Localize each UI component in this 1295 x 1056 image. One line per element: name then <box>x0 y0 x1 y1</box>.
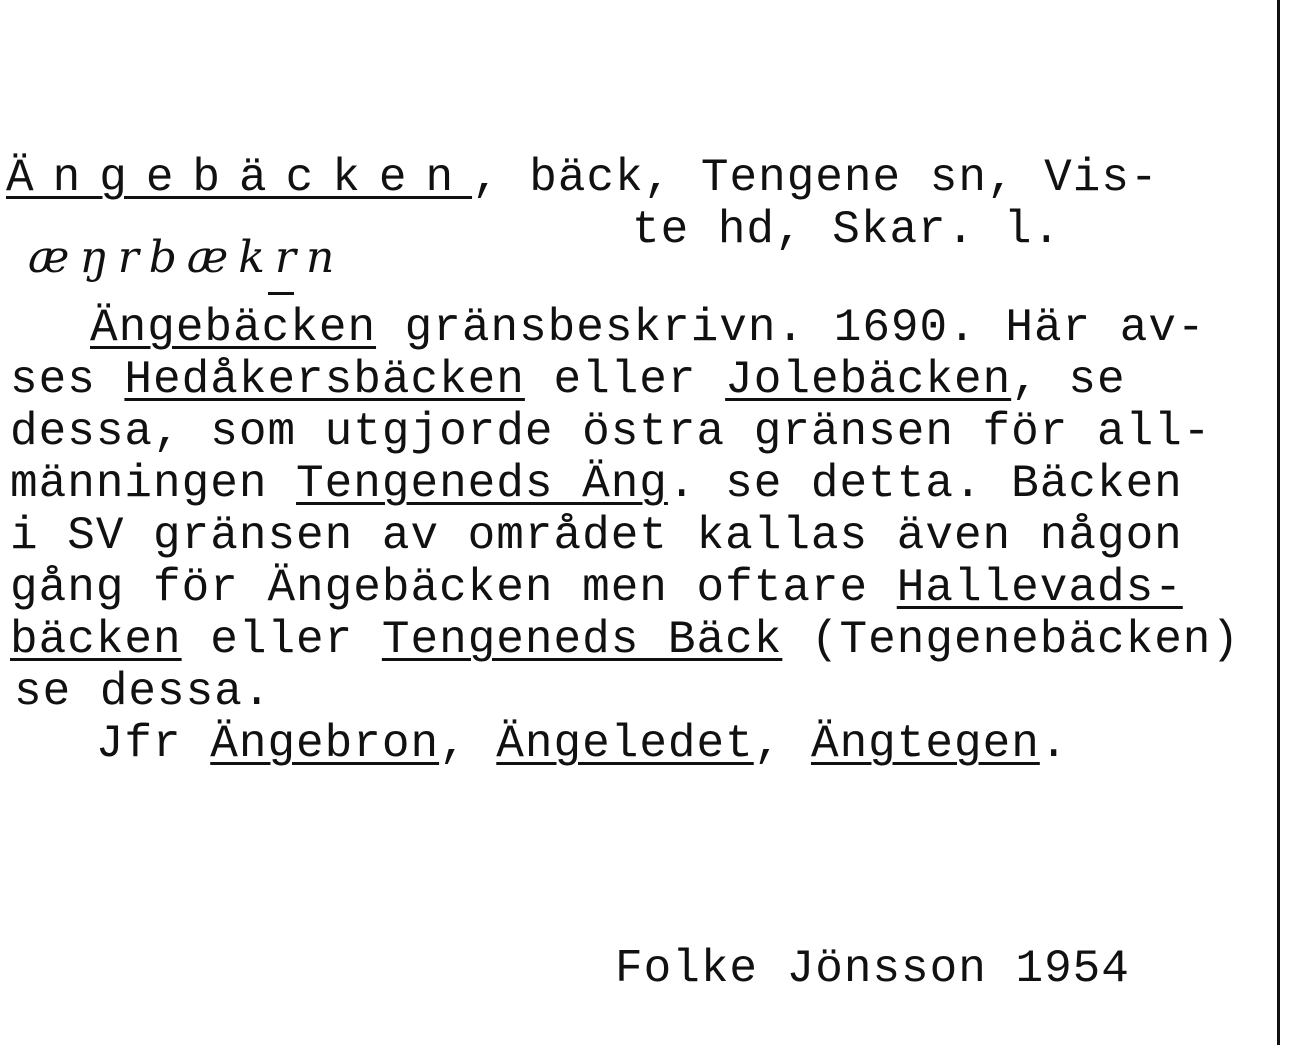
ref-jolebacken: Jolebäcken <box>725 354 1012 406</box>
headword-line <box>6 152 1159 204</box>
ref-angebacken: Ängebäcken <box>90 302 377 354</box>
ref-hallevadsbacken: Hallevads- <box>896 562 1183 614</box>
headword: Ängebäcken <box>6 152 473 204</box>
ref-angeledet: Ängeledet <box>496 718 754 770</box>
body-line-6: gång för Ängebäcken men oftare Hallevads- <box>10 562 1183 614</box>
ref-hedakersbacken: Hedåkersbäcken <box>124 354 525 406</box>
phonetic-transcription: æŋrbækrn <box>28 232 345 283</box>
ref-angtegen: Ängtegen <box>810 718 1040 770</box>
body-line-7: bäcken eller Tengeneds Bäck (Tengenebäcken) <box>10 614 1241 666</box>
stress-mark <box>268 292 294 295</box>
body-line-3: dessa, som utgjorde östra gränsen för all- <box>10 406 1212 458</box>
body-line-1: Ängebäcken gränsbeskrivn. 1690. Här av- <box>90 302 1206 354</box>
signature: Folke Jönsson 1954 <box>615 943 1130 995</box>
body-line-9: Jfr Ängebron, Ängeledet, Ängtegen. <box>10 718 1069 770</box>
body-line-5: i SV gränsen av området kallas även någon <box>10 510 1183 562</box>
headword-description: , bäck, Tengene sn, Vis- <box>472 152 1159 204</box>
card-edge-rule <box>1277 0 1280 1045</box>
ref-tengeneds-ang: Tengeneds Äng <box>296 458 668 510</box>
ref-tengeneds-back: Tengeneds Bäck <box>381 614 783 666</box>
body-line-2: ses Hedåkersbäcken eller Jolebäcken, se <box>10 354 1126 406</box>
headword-description-cont: te hd, Skar. l. <box>632 204 1062 256</box>
body-line-4: männingen Tengeneds Äng. se detta. Bäcken <box>10 458 1183 510</box>
ref-angebron: Ängebron <box>210 718 440 770</box>
body-line-8: se dessa. <box>14 666 272 718</box>
